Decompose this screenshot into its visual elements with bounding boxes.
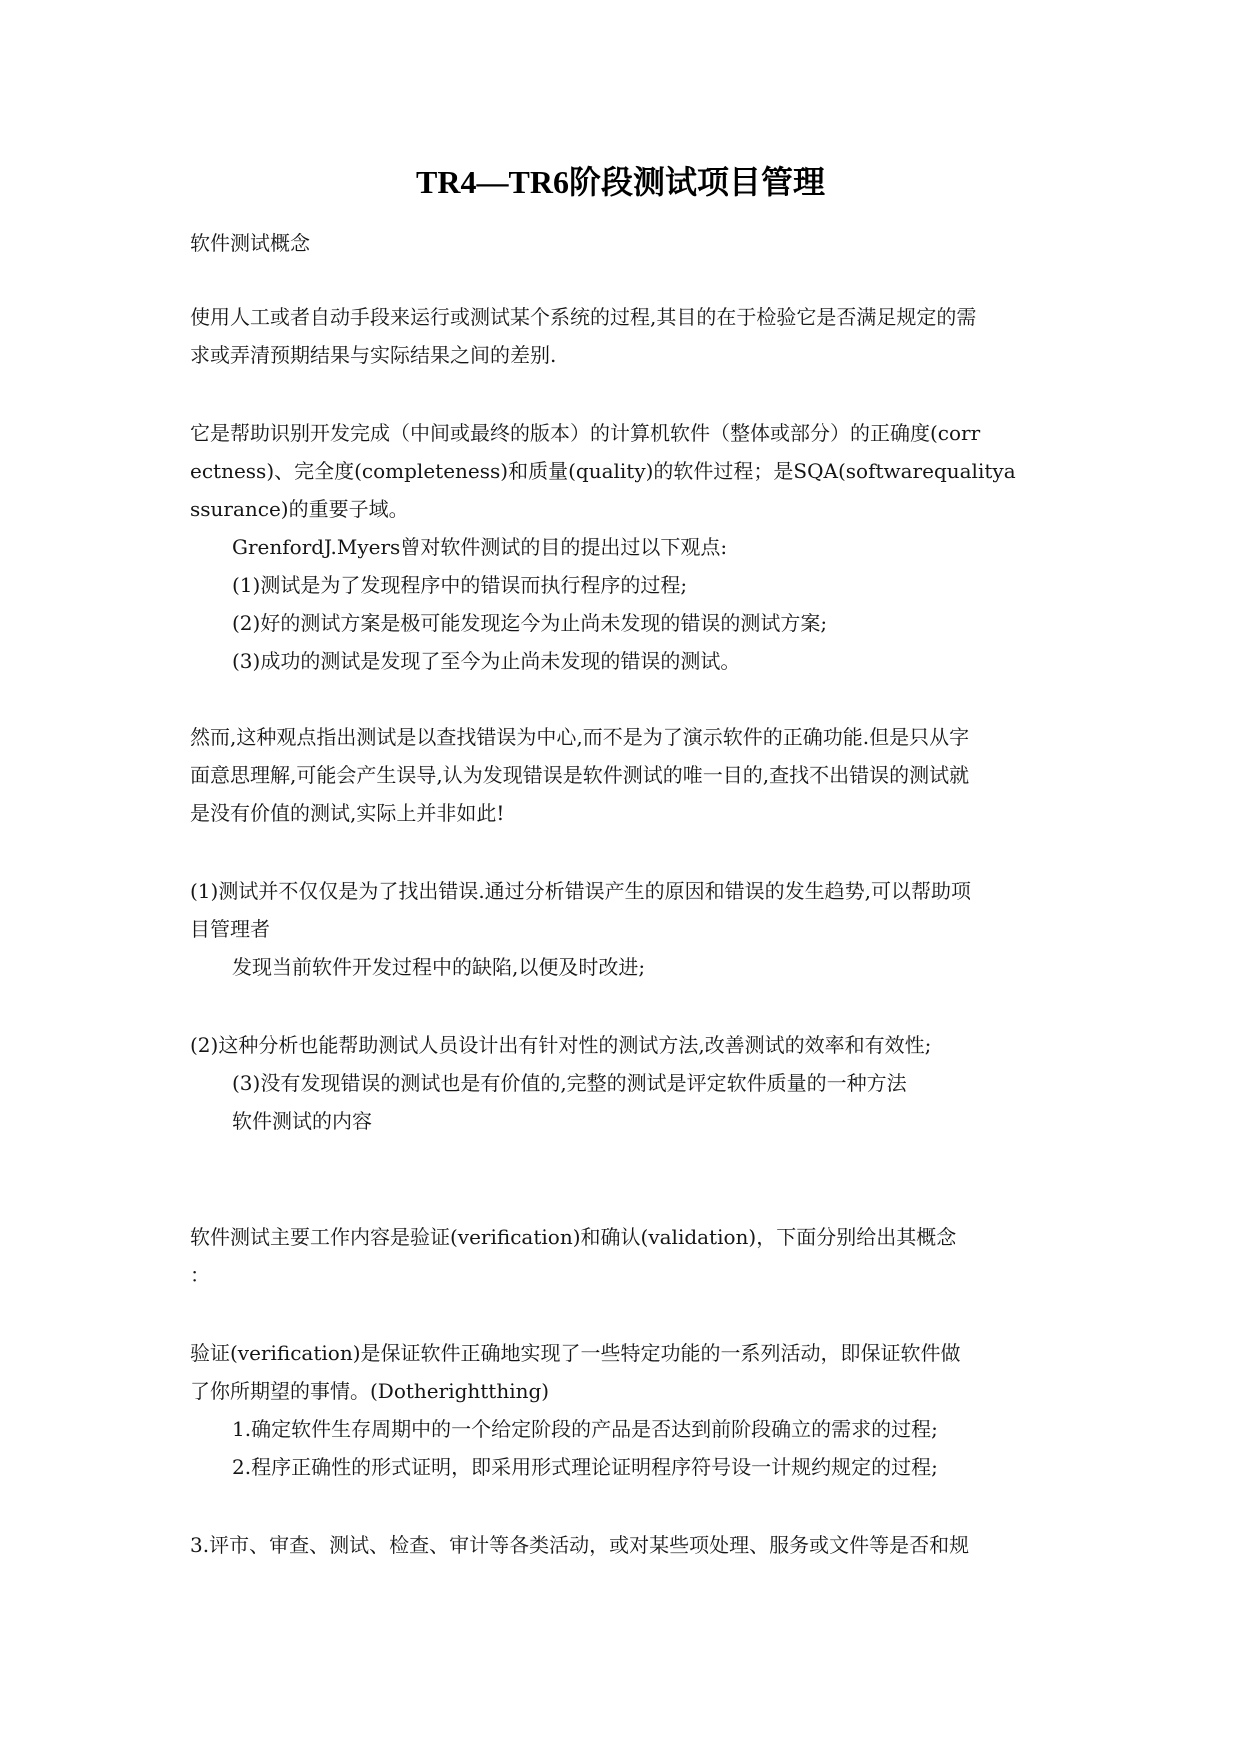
list-item: (1)测试并不仅仅是为了找出错误.通过分析错误产生的原因和错误的发生趋势,可以帮助项 <box>190 879 972 903</box>
list-item: (2)好的测试方案是极可能发现迄今为止尚未发现的错误的测试方案; <box>232 611 828 635</box>
list-item: (1)测试是为了发现程序中的错误而执行程序的过程; <box>232 573 688 597</box>
document-title: TR4—TR6阶段测试项目管理 <box>416 164 825 200</box>
paragraph-line: GrenfordJ.Myers曾对软件测试的目的提出过以下观点: <box>232 535 728 559</box>
paragraph-line: 是没有价值的测试,实际上并非如此! <box>190 801 505 825</box>
paragraph-line: 软件测试主要工作内容是验证(verification)和确认(validation)，下面分别给出其概念 <box>190 1225 957 1249</box>
list-item-continuation: 发现当前软件开发过程中的缺陷,以便及时改进; <box>232 955 646 979</box>
section-heading-testing-concept: 软件测试概念 <box>190 231 310 255</box>
list-item: (3)成功的测试是发现了至今为止尚未发现的错误的测试。 <box>232 649 741 673</box>
paragraph-line: 面意思理解,可能会产生误导,认为发现错误是软件测试的唯一目的,查找不出错误的测试就 <box>190 763 970 787</box>
paragraph-line: 使用人工或者自动手段来运行或测试某个系统的过程,其目的在于检验它是否满足规定的需 <box>190 305 977 329</box>
paragraph-line: ： <box>190 1263 210 1287</box>
list-item: 2.程序正确性的形式证明，即采用形式理论证明程序符号设一计规约规定的过程; <box>232 1455 938 1479</box>
paragraph-line: ectness)、完全度(completeness)和质量(quality)的软件过程；是SQA(softwarequalitya <box>190 459 1016 483</box>
list-item: (3)没有发现错误的测试也是有价值的,完整的测试是评定软件质量的一种方法 <box>232 1071 907 1095</box>
paragraph-line: 它是帮助识别开发完成（中间或最终的版本）的计算机软件（整体或部分）的正确度(corr <box>190 421 981 445</box>
paragraph-line: ssurance)的重要子域。 <box>190 497 409 521</box>
paragraph-line: 验证(verification)是保证软件正确地实现了一些特定功能的一系列活动，即保证软件做 <box>190 1341 961 1365</box>
paragraph-line: 然而,这种观点指出测试是以查找错误为中心,而不是为了演示软件的正确功能.但是只从字 <box>190 725 970 749</box>
list-item: 1.确定软件生存周期中的一个给定阶段的产品是否达到前阶段确立的需求的过程; <box>232 1417 938 1441</box>
list-item: (2)这种分析也能帮助测试人员设计出有针对性的测试方法,改善测试的效率和有效性; <box>190 1033 932 1057</box>
paragraph-line: 求或弄清预期结果与实际结果之间的差别. <box>190 343 557 367</box>
paragraph-line: 了你所期望的事情。(Dotherightthing) <box>190 1379 550 1403</box>
list-item: 3.评市、审查、测试、检查、审计等各类活动，或对某些项处理、服务或文件等是否和规 <box>190 1533 970 1557</box>
section-heading-testing-content: 软件测试的内容 <box>232 1109 372 1133</box>
list-item-continuation: 目管理者 <box>190 917 270 941</box>
